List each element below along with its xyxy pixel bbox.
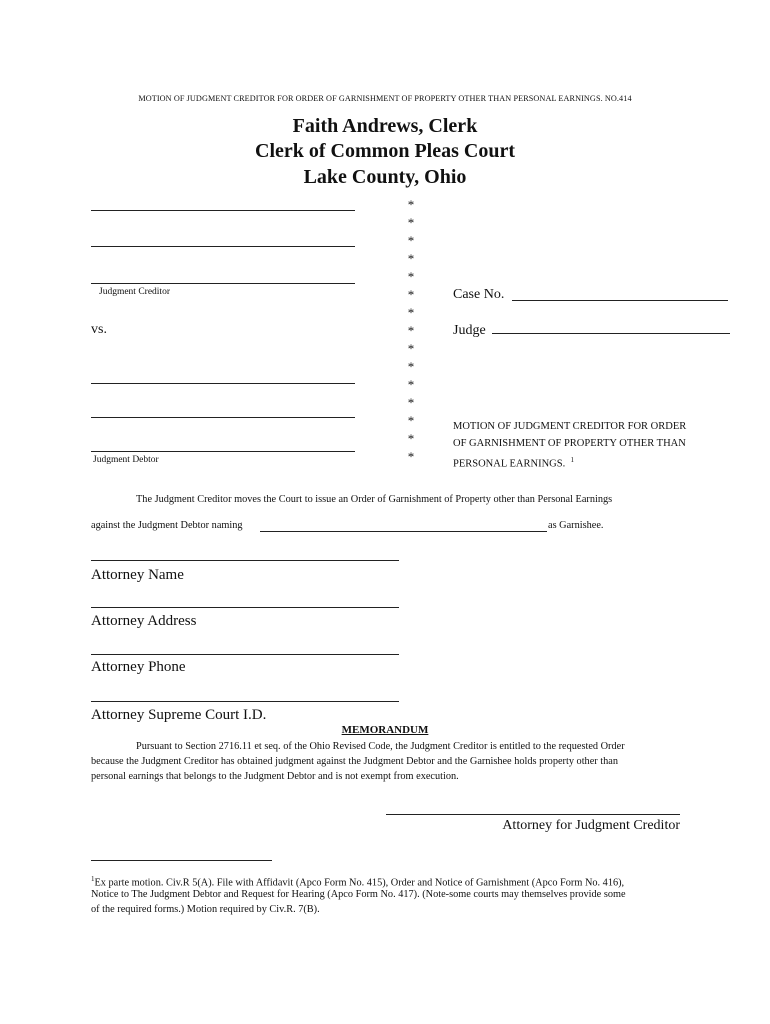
- caption-star: *: [407, 197, 415, 212]
- footnote-reference: 1: [570, 456, 574, 464]
- caption-star: *: [407, 305, 415, 320]
- footnote-text-1: Ex parte motion. Civ.R 5(A). File with Affidavit (Apco Form No. 415), Order and Notice of Garnishment (Apco Form No. 416),: [94, 877, 625, 889]
- garnishee-suffix: as Garnishee.: [548, 520, 604, 531]
- attorney-id-line[interactable]: [91, 701, 399, 702]
- versus-label: vs.: [91, 322, 107, 337]
- debtor-address-line-1[interactable]: [91, 417, 355, 418]
- attorney-id-label: Attorney Supreme Court I.D.: [91, 707, 267, 723]
- motion-title-line-2: OF GARNISHMENT OF PROPERTY OTHER THAN: [453, 438, 686, 449]
- county-title: Lake County, Ohio: [303, 166, 467, 188]
- caption-star: *: [407, 215, 415, 230]
- motion-body-line-1: The Judgment Creditor moves the Court to issue an Order of Garnishment of Property other than Personal Earnings: [136, 494, 613, 505]
- debtor-address-line-2[interactable]: [91, 451, 355, 452]
- motion-body-line-2: [91, 518, 243, 533]
- motion-title-line-1: MOTION OF JUDGMENT CREDITOR FOR ORDER: [453, 421, 687, 432]
- footnote-line-3: of the required forms.) Motion required by Civ.R. 7(B).: [91, 904, 320, 915]
- creditor-address-line-2[interactable]: [91, 283, 355, 284]
- case-number-field[interactable]: [512, 300, 728, 301]
- caption-star: *: [407, 323, 415, 338]
- attorney-name-line[interactable]: [91, 560, 399, 561]
- caption-star: *: [407, 413, 415, 428]
- caption-star: *: [407, 359, 415, 374]
- attorney-address-line[interactable]: [91, 607, 399, 608]
- caption-star: *: [407, 233, 415, 248]
- attorney-signature-label: Attorney for Judgment Creditor: [502, 818, 680, 833]
- clerk-name-title: Faith Andrews, Clerk: [292, 115, 478, 137]
- court-name-title: Clerk of Common Pleas Court: [255, 140, 515, 162]
- memorandum-heading: MEMORANDUM: [341, 724, 429, 736]
- caption-star: *: [407, 269, 415, 284]
- caption-star: *: [407, 449, 415, 464]
- memorandum-line-2: because the Judgment Creditor has obtained judgment against the Judgment Debtor and the Garnishee holds property other than: [91, 756, 619, 767]
- caption-star: *: [407, 431, 415, 446]
- memorandum-line-3: personal earnings that belongs to the Judgment Debtor and is not exempt from execution.: [91, 771, 459, 782]
- caption-star: *: [407, 377, 415, 392]
- form-header: MOTION OF JUDGMENT CREDITOR FOR ORDER OF GARNISHMENT OF PROPERTY OTHER THAN PERSONAL EARNINGS. NO.414: [138, 94, 632, 103]
- judge-label: Judge: [453, 323, 486, 338]
- debtor-name-line[interactable]: [91, 383, 355, 384]
- footnote-marker: 1: [91, 875, 95, 883]
- caption-star: *: [407, 251, 415, 266]
- garnishee-prefix: against the Judgment Debtor naming: [91, 520, 243, 531]
- creditor-address-line-1[interactable]: [91, 246, 355, 247]
- judge-field[interactable]: [492, 333, 730, 334]
- attorney-phone-line[interactable]: [91, 654, 399, 655]
- attorney-signature-line[interactable]: [386, 814, 680, 815]
- judgment-debtor-label: Judgment Debtor: [93, 455, 159, 465]
- caption-star: *: [407, 287, 415, 302]
- case-number-label: Case No.: [453, 287, 505, 302]
- footnote-divider: [91, 860, 272, 861]
- attorney-address-label: Attorney Address: [91, 613, 197, 629]
- attorney-phone-label: Attorney Phone: [91, 659, 186, 675]
- garnishee-name-field[interactable]: [260, 531, 547, 532]
- motion-title-line-3: PERSONAL EARNINGS.: [453, 458, 566, 470]
- caption-star: *: [407, 395, 415, 410]
- judgment-creditor-label: Judgment Creditor: [99, 287, 170, 297]
- caption-star: *: [407, 341, 415, 356]
- creditor-name-line[interactable]: [91, 210, 355, 211]
- memorandum-line-1: Pursuant to Section 2716.11 et seq. of the Ohio Revised Code, the Judgment Creditor is entitled to the requested Order: [136, 741, 625, 752]
- motion-title: [453, 418, 733, 473]
- footnote-line-2: Notice to The Judgment Debtor and Request for Hearing (Apco Form No. 417). (Note-some courts may themselves provide some: [91, 889, 626, 900]
- attorney-name-label: Attorney Name: [91, 567, 184, 583]
